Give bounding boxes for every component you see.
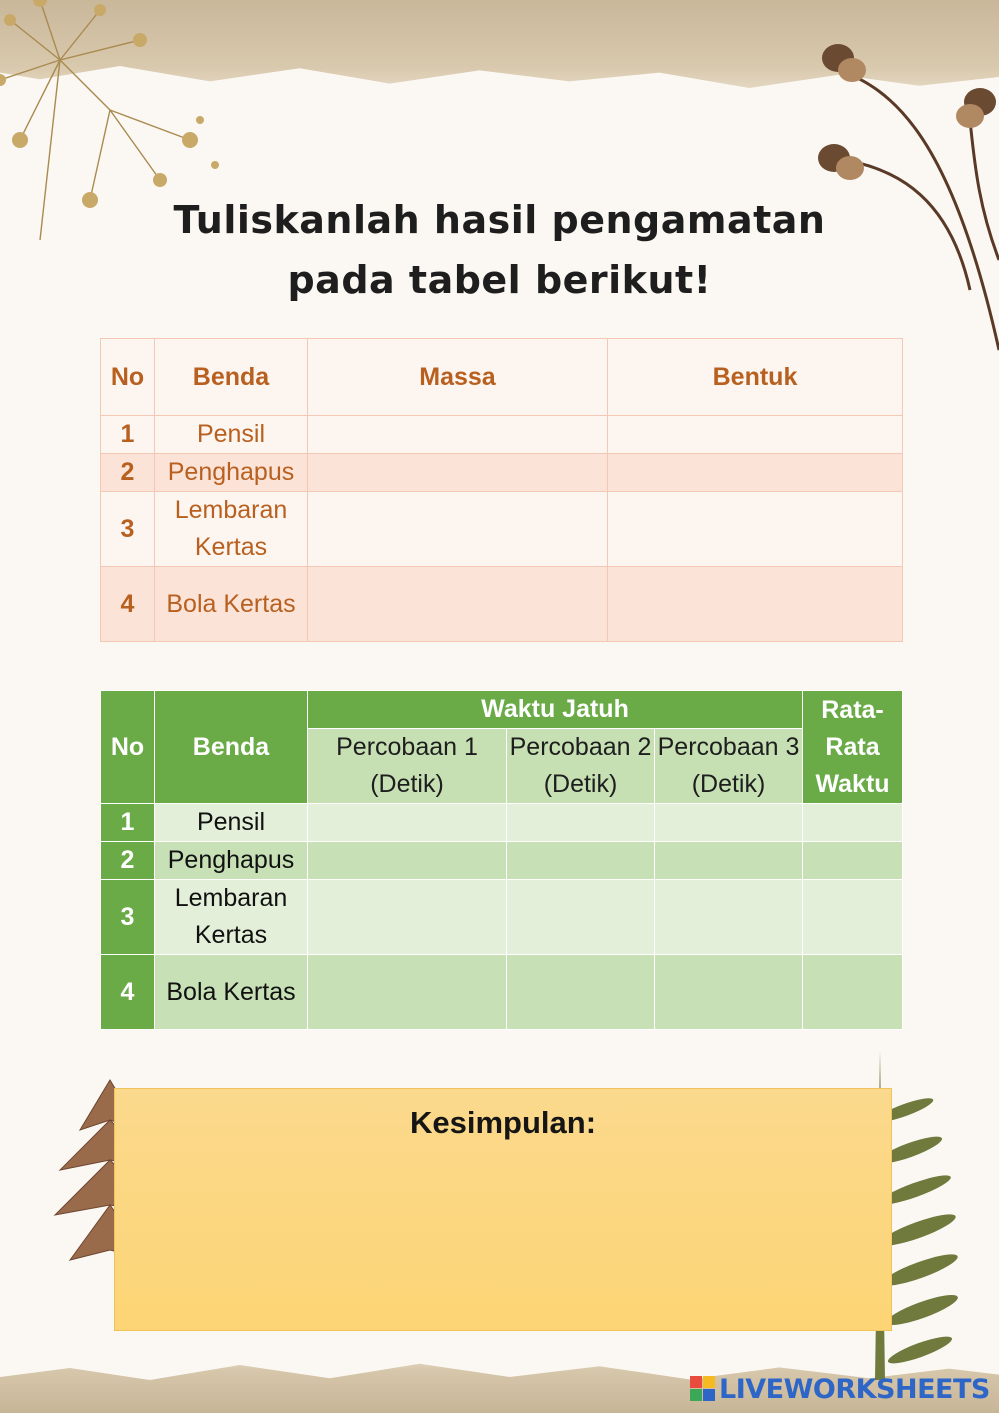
liveworksheets-logo-text: LIVEWORKSHEETS bbox=[719, 1373, 990, 1405]
page-title-line1: Tuliskanlah hasil pengamatan bbox=[173, 198, 826, 242]
cell-rata-input[interactable] bbox=[803, 880, 903, 955]
liveworksheets-logo bbox=[690, 1372, 990, 1406]
cell-rata-input[interactable] bbox=[803, 842, 903, 880]
cell-percobaan1-input[interactable] bbox=[308, 842, 507, 880]
table-row bbox=[101, 955, 903, 1030]
cell-percobaan1-input[interactable] bbox=[308, 955, 507, 1030]
cell-no: 1 bbox=[101, 804, 155, 842]
header-percobaan-2: Percobaan 2 (Detik) bbox=[507, 729, 655, 804]
table-row bbox=[101, 842, 903, 880]
cell-no: 1 bbox=[101, 416, 155, 454]
cell-benda: Penghapus bbox=[155, 842, 308, 880]
cell-benda: Lembaran Kertas bbox=[155, 492, 308, 567]
cell-percobaan3-input[interactable] bbox=[655, 955, 803, 1030]
header-waktu-jatuh: Waktu Jatuh bbox=[308, 691, 803, 729]
table-header-row bbox=[101, 691, 903, 729]
liveworksheets-logo-icon bbox=[690, 1376, 716, 1402]
fall-time-table bbox=[100, 690, 903, 1030]
header-no: No bbox=[101, 691, 155, 804]
cell-bentuk-input[interactable] bbox=[608, 416, 903, 454]
cell-massa-input[interactable] bbox=[308, 416, 608, 454]
cell-no: 2 bbox=[101, 454, 155, 492]
cell-percobaan3-input[interactable] bbox=[655, 804, 803, 842]
header-percobaan-3: Percobaan 3 (Detik) bbox=[655, 729, 803, 804]
cell-no: 2 bbox=[101, 842, 155, 880]
header-benda: Benda bbox=[155, 691, 308, 804]
cell-percobaan2-input[interactable] bbox=[507, 955, 655, 1030]
cell-no: 3 bbox=[101, 880, 155, 955]
cell-benda: Bola Kertas bbox=[155, 567, 308, 642]
cell-percobaan2-input[interactable] bbox=[507, 842, 655, 880]
header-percobaan-1: Percobaan 1 (Detik) bbox=[308, 729, 507, 804]
table-row bbox=[101, 416, 903, 454]
cell-benda: Lembaran Kertas bbox=[155, 880, 308, 955]
conclusion-label: Kesimpulan: bbox=[409, 1105, 597, 1140]
header-benda: Benda bbox=[155, 339, 308, 416]
cell-percobaan3-input[interactable] bbox=[655, 842, 803, 880]
cell-rata-input[interactable] bbox=[803, 804, 903, 842]
cell-massa-input[interactable] bbox=[308, 492, 608, 567]
cell-benda: Pensil bbox=[155, 804, 308, 842]
table-row bbox=[101, 454, 903, 492]
header-massa: Massa bbox=[308, 339, 608, 416]
page-title-line2: pada tabel berikut! bbox=[287, 258, 712, 302]
header-rata-rata: Rata-Rata Waktu bbox=[803, 691, 903, 804]
cell-percobaan3-input[interactable] bbox=[655, 880, 803, 955]
cell-percobaan1-input[interactable] bbox=[308, 880, 507, 955]
page-title bbox=[0, 190, 999, 310]
cell-no: 4 bbox=[101, 567, 155, 642]
cell-percobaan1-input[interactable] bbox=[308, 804, 507, 842]
table-row bbox=[101, 492, 903, 567]
cell-percobaan2-input[interactable] bbox=[507, 880, 655, 955]
cell-bentuk-input[interactable] bbox=[608, 492, 903, 567]
cell-no: 4 bbox=[101, 955, 155, 1030]
cell-massa-input[interactable] bbox=[308, 567, 608, 642]
cell-benda: Pensil bbox=[155, 416, 308, 454]
cell-bentuk-input[interactable] bbox=[608, 454, 903, 492]
cell-massa-input[interactable] bbox=[308, 454, 608, 492]
observation-table bbox=[100, 338, 903, 642]
cell-rata-input[interactable] bbox=[803, 955, 903, 1030]
cell-bentuk-input[interactable] bbox=[608, 567, 903, 642]
cell-percobaan2-input[interactable] bbox=[507, 804, 655, 842]
cell-no: 3 bbox=[101, 492, 155, 567]
table-row bbox=[101, 880, 903, 955]
table-row bbox=[101, 567, 903, 642]
header-no: No bbox=[101, 339, 155, 416]
header-bentuk: Bentuk bbox=[608, 339, 903, 416]
conclusion-box[interactable] bbox=[114, 1088, 892, 1331]
table-row bbox=[101, 804, 903, 842]
cell-benda: Bola Kertas bbox=[155, 955, 308, 1030]
cell-benda: Penghapus bbox=[155, 454, 308, 492]
table-header-row bbox=[101, 339, 903, 416]
